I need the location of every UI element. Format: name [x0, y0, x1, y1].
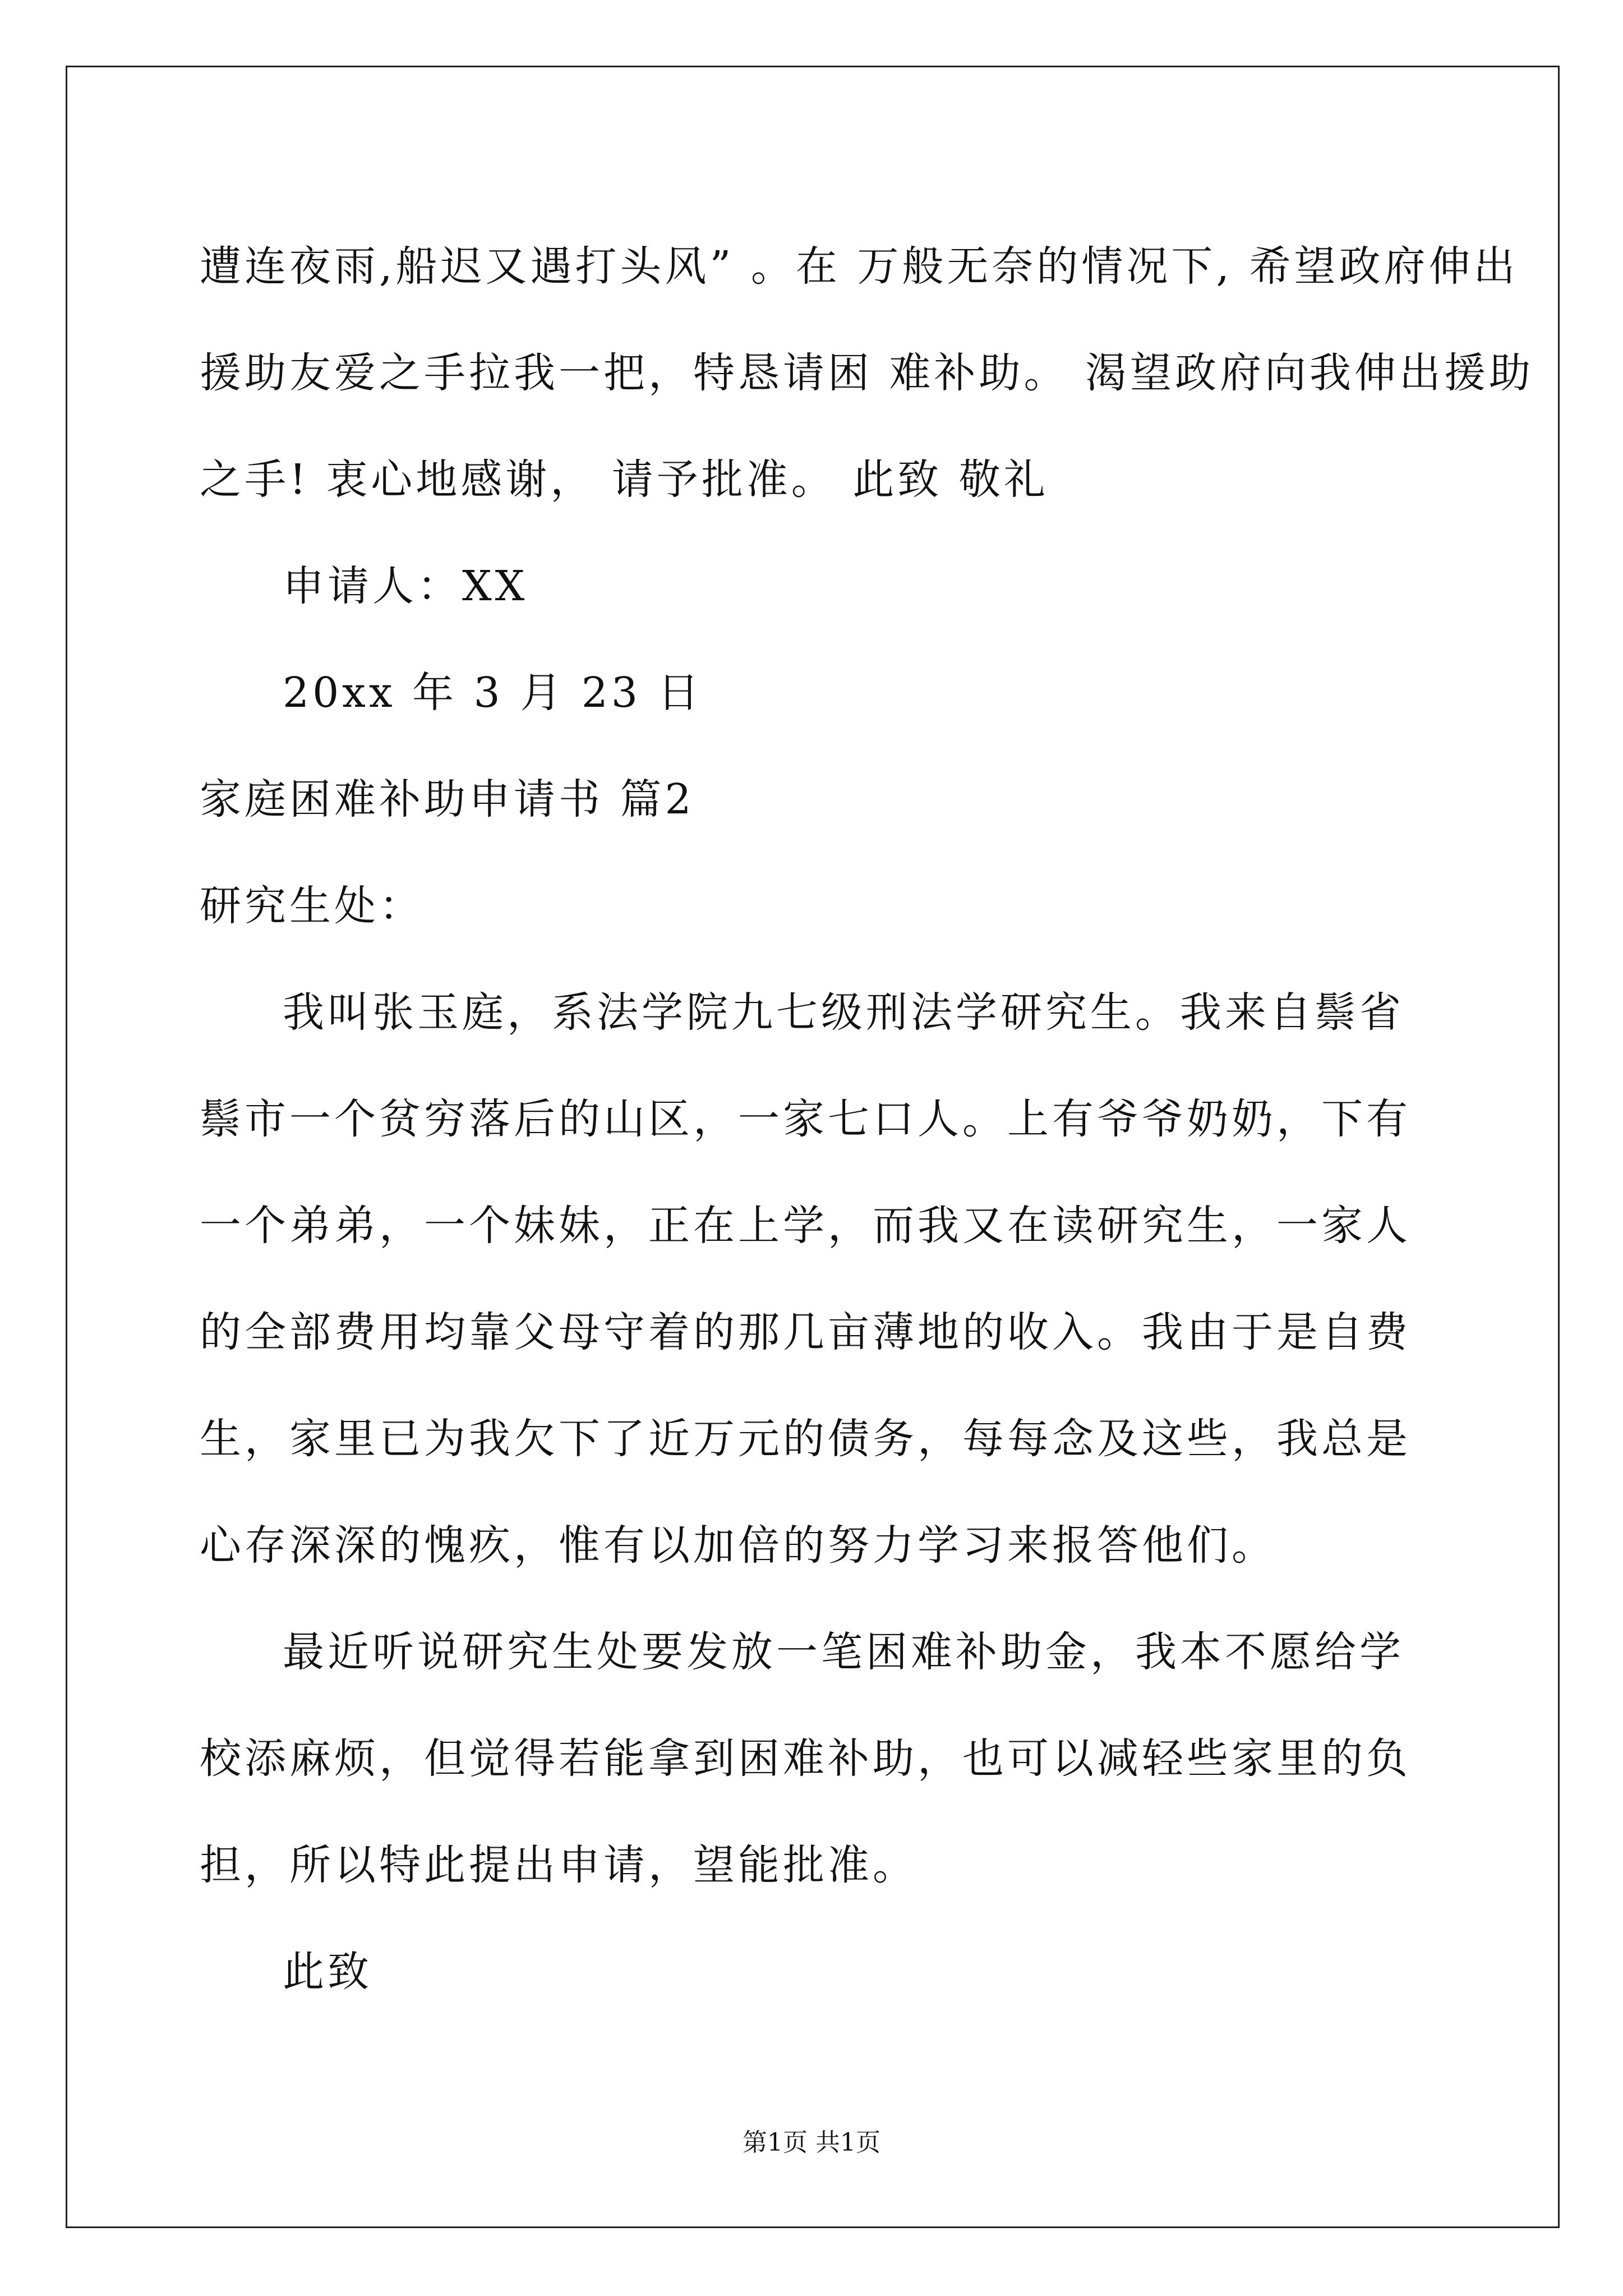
- page-footer: 第1页 共1页: [743, 2128, 880, 2157]
- paragraph-2: 最近听说研究生处要发放一笔困难补助金，我本不愿给学校添麻烦，但觉得若能拿到困难补助，也可以减轻些家里的负担，所以特此提出申请，望能批准。: [200, 1628, 1411, 1889]
- document-body: [200, 213, 1534, 2025]
- section-heading: 家庭困难补助申请书 篇2: [200, 775, 695, 823]
- applicant-signature: 申请人：XX: [283, 562, 528, 610]
- paragraph-1: 我叫张玉庭，系法学院九七级刑法学研究生。我来自鬃省鬃市一个贫穷落后的山区，一家七口人。上有爷爷奶奶，下有一个弟弟，一个妹妹，正在上学，而我又在读研究生，一家人的全部费用均靠父母守着的那几亩薄地的收入。我由于是自费生，家里已为我欠下了近万元的债务，每每念及这些，我总是心存深深的愧疚，惟有以加倍的努力学习来报答他们。: [200, 988, 1411, 1570]
- text-line-3: 之手! 衷心地感谢， 请予批准。 此致 敬礼: [200, 455, 1049, 504]
- closing: 此致: [283, 1948, 372, 1996]
- date-line: 20xx 年 3 月 23 日: [283, 669, 703, 717]
- addressee: 研究生处：: [200, 882, 424, 930]
- text-line-2: 援助友爱之手拉我一把，特恳请困 难补助。 渴望政府向我伸出援助: [200, 349, 1534, 397]
- text-line-1: 遭连夜雨,船迟又遇打头风” 。在 万般无奈的情况下, 希望政府伸出: [200, 242, 1519, 291]
